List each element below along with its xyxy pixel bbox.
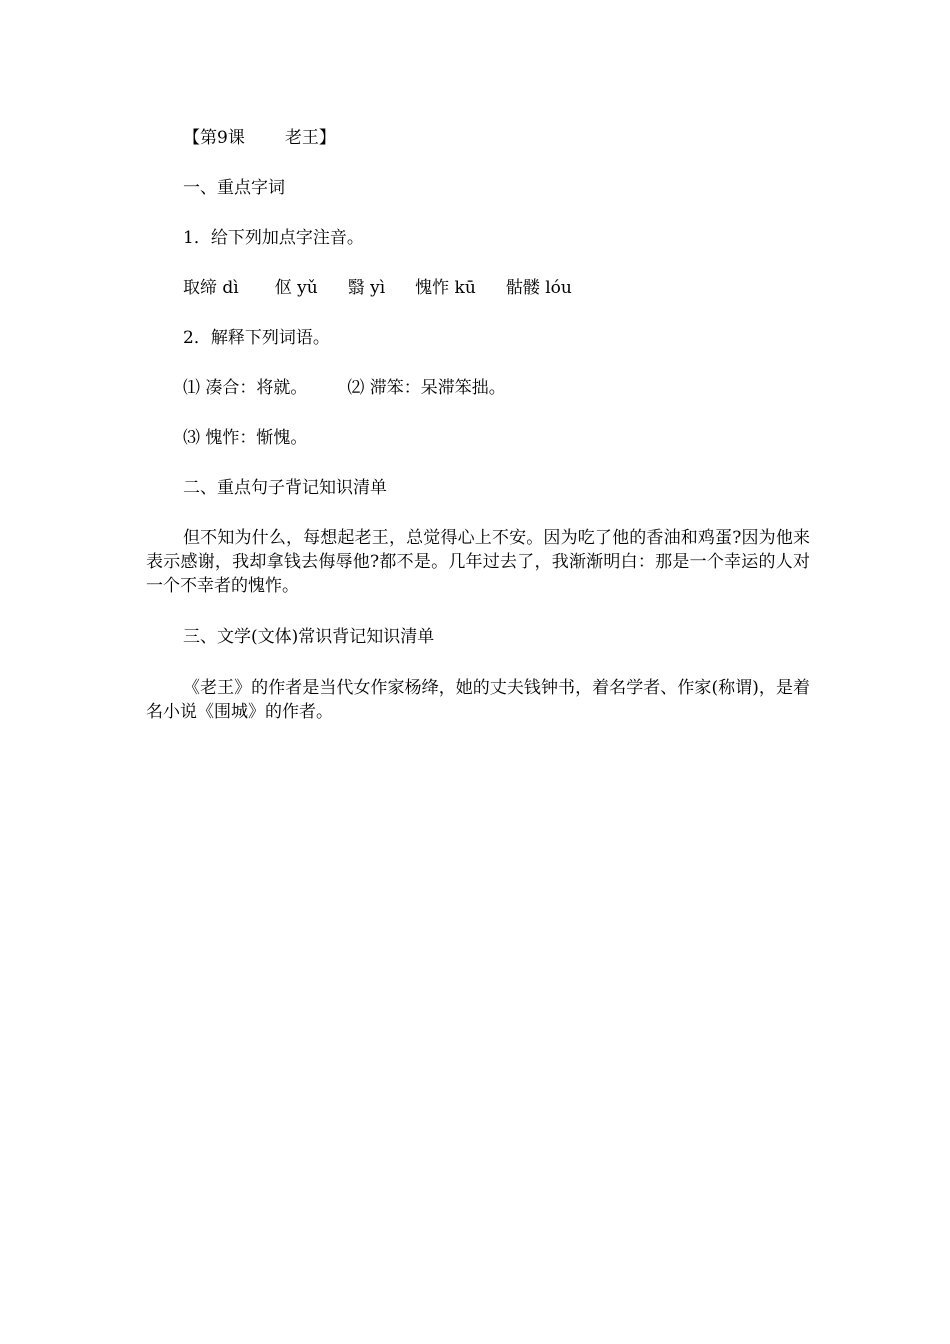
key-sentence-paragraph: 但不知为什么，每想起老王，总觉得心上不安。因为吃了他的香油和鸡蛋?因为他来表示感谢，我却拿钱去侮辱他?都不是。几年过去了，我渐渐明白：那是一个幸运的人对一个不幸者的愧怍。 (146, 528, 810, 596)
pinyin-item: 骷髅 lóu (505, 278, 572, 298)
definitions-row (183, 376, 506, 400)
literary-knowledge-paragraph: 《老王》的作者是当代女作家杨绛，她的丈夫钱钟书，着名学者、作家(称谓)，是着名小说《围城》的作者。 (146, 678, 810, 722)
section-heading-key-sentences: 二、重点句子背记知识清单 (183, 478, 387, 498)
section-heading-literary-knowledge: 三、文学(文体)常识背记知识清单 (183, 627, 435, 647)
question-1: 1．给下列加点字注音。 (183, 228, 364, 248)
pinyin-item: 愧怍 kū (415, 278, 476, 298)
definition-item: ⑶ 愧怍：惭愧。 (183, 428, 308, 448)
lesson-name: 老王】 (284, 128, 336, 148)
lesson-number: 【第9课 (183, 128, 245, 148)
pinyin-item: 伛 yǔ (274, 278, 318, 298)
definition-item: ⑴ 凑合：将就。 (183, 378, 308, 398)
lesson-title (183, 126, 336, 150)
pinyin-item: 取缔 dì (183, 278, 239, 298)
pinyin-item: 翳 yì (347, 278, 386, 298)
pinyin-list (183, 276, 572, 300)
question-2: 2．解释下列词语。 (183, 328, 330, 348)
section-heading-key-words: 一、重点字词 (183, 178, 285, 198)
definition-item: ⑵ 滞笨：呆滞笨拙。 (347, 378, 506, 398)
